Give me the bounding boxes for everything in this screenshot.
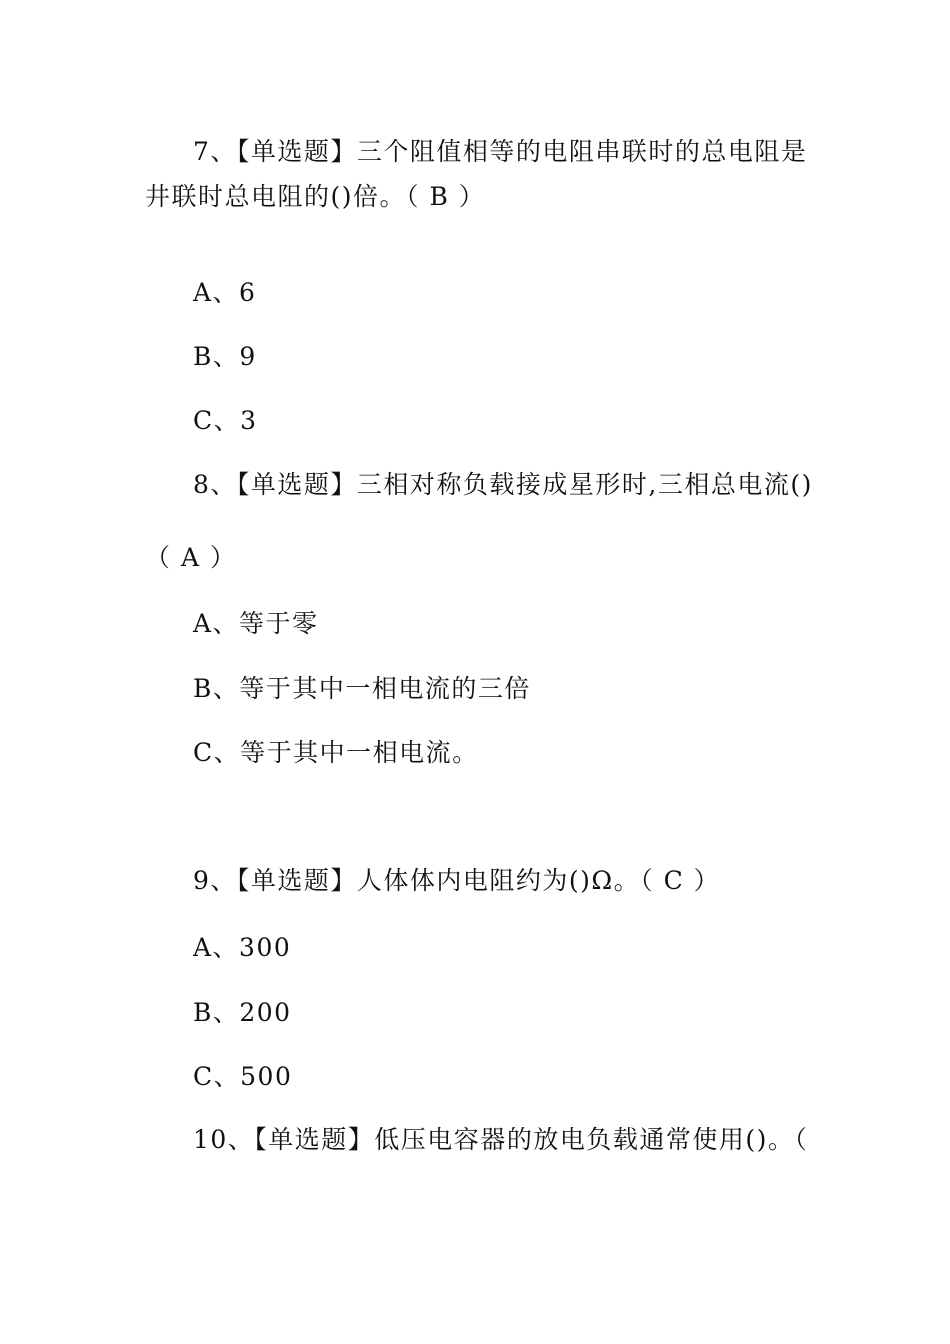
- question-7-option-c: C、3: [193, 406, 258, 435]
- question-7-text: 7、【单选题】三个阻值相等的电阻串联时的总电阻是: [193, 137, 808, 166]
- question-7-text-continued: 井联时总电阻的()倍。（ B ）: [145, 182, 486, 211]
- question-8-option-b: B、等于其中一相电流的三倍: [193, 674, 531, 703]
- question-8-text: 8、【单选题】三相对称负载接成星形时,三相总电流(): [193, 470, 813, 499]
- question-7-option-a: A、6: [193, 278, 257, 307]
- question-9-option-c: C、500: [193, 1062, 293, 1091]
- question-8-option-a: A、等于零: [193, 609, 319, 638]
- question-9-option-b: B、200: [193, 998, 292, 1027]
- question-9-option-a: A、300: [193, 933, 292, 962]
- question-8-option-c: C、等于其中一相电流。: [193, 738, 479, 767]
- question-8-text-continued: （ A ）: [145, 543, 237, 572]
- question-10-text: 10、【单选题】低压电容器的放电负载通常使用()。（: [193, 1125, 809, 1154]
- question-9-text: 9、【单选题】人体体内电阻约为()Ω。（ C ）: [193, 866, 721, 895]
- question-7-option-b: B、9: [193, 342, 257, 371]
